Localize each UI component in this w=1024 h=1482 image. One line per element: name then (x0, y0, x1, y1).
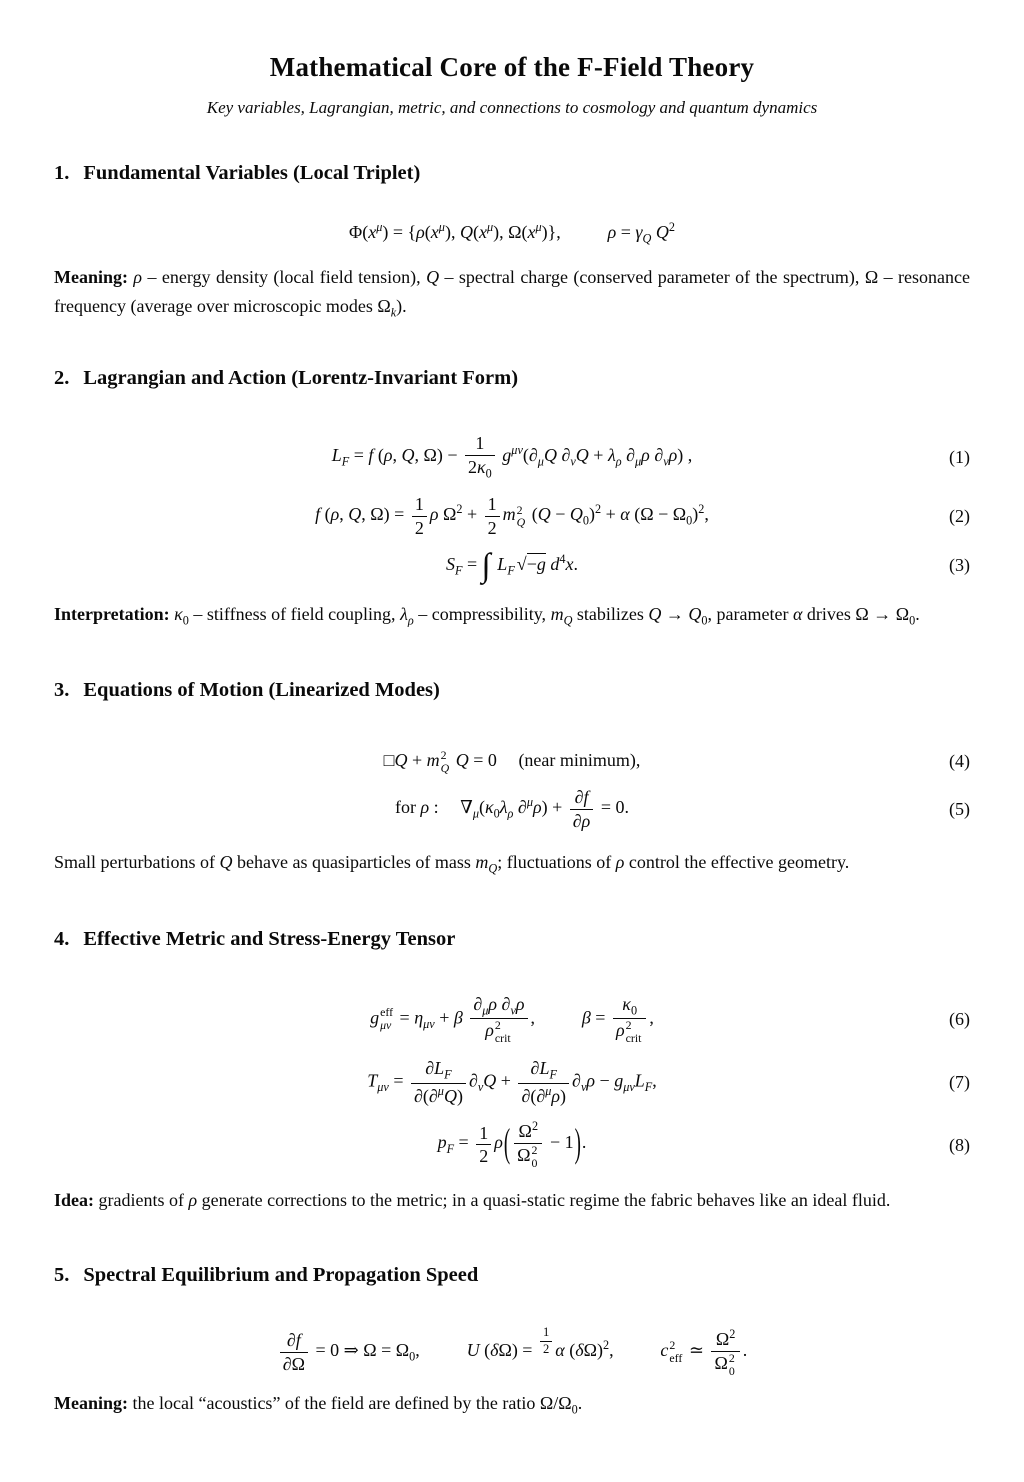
page-title: Mathematical Core of the F-Field Theory (269, 52, 755, 82)
equation-number-8: (8) (949, 1134, 970, 1155)
section-2-title: Lagrangian and Action (Lorentz-Invariant Form) (83, 367, 519, 390)
equation-number-6: (6) (949, 1008, 970, 1029)
paragraph-meaning-acoustics: Meaning: the local “acoustics” of the field are defined by the ratio $\Omega/\Omega_0$. (54, 1393, 583, 1417)
equation-body: g eff μν = $\eta_{\mu\nu} + \beta$ $\partial_\mu\rho$ $\partial_\nu\rho$ ρ 2 crit , β = $\kappa_0$ ρ 2 crit , (370, 993, 654, 1046)
section-3-title: Equations of Motion (Linearized Modes) (83, 678, 440, 701)
section-2-number: 2. (54, 367, 70, 390)
paragraph-idea: Idea: gradients of ρ generate corrections to the metric; in a quasi-static regime the fabric behaves like an ideal fluid. (54, 1189, 891, 1210)
section-lagrangian-action (54, 367, 970, 631)
section-5-heading (54, 1264, 970, 1287)
equation-body: $T_{\mu\nu}$ = $\frac{\partial L_F}{\partial(\partial^\mu Q)}$ $\partial_\nu Q$ + $\frac{\partial L_F}{\partial(\partial^\mu\rho)}$ $\partial_\nu\rho - g_{\mu\nu}L_F$, (367, 1058, 657, 1106)
section-5-number: 5. (54, 1264, 70, 1287)
paragraph-quasiparticles-note: Small perturbations of Q behave as quasiparticles of mass $m_Q$; fluctuations of ρ control the effective geometry. (54, 852, 850, 876)
section-equations-of-motion (54, 679, 970, 880)
equation-body: $p_F$ = $\frac{1}{2}$ ρ( $\Omega^2$ Ω 2 0 − 1). (437, 1119, 587, 1170)
section-1-heading (54, 162, 970, 185)
equation-local-triplet (54, 219, 970, 247)
section-effective-metric (54, 928, 970, 1215)
section-2-heading (54, 367, 970, 390)
equation-number-2: (2) (949, 506, 970, 527)
section-3-number: 3. (54, 678, 70, 701)
paragraph-interpretation: Interpretation: $\kappa_0$ – stiffness of field coupling, $\lambda_\rho$ – compressibility, $m_Q$ stabilizes $Q \to Q_0$, parameter α drives $\Omega \to \Omega_0$. (54, 603, 920, 628)
section-1-number: 1. (54, 162, 70, 184)
equation-spectral-equilibrium (54, 1325, 970, 1377)
equation-pressure (54, 1119, 970, 1169)
equation-body: f (ρ, Q, Ω) = $\frac{1}{2}$ ρ $\Omega^2$ + $\frac{1}{2}$ m 2 Q $(Q - Q_0)^2 + \alpha$ $(\Omega - \Omega_0)^2$, (315, 494, 709, 538)
section-1-title: Fundamental Variables (Local Triplet) (83, 162, 421, 184)
equation-number-5: (5) (949, 799, 970, 820)
equation-number-4: (4) (949, 750, 970, 771)
section-4-title: Effective Metric and Stress-Energy Tensor (83, 927, 456, 950)
page-subtitle: Key variables, Lagrangian, metric, and connections to cosmology and quantum dynamics (206, 98, 818, 117)
equation-lagrangian (54, 432, 970, 481)
equation-action (54, 547, 970, 585)
section-3-heading (54, 679, 970, 702)
section-fundamental-variables (54, 162, 970, 323)
section-spectral-equilibrium (54, 1264, 970, 1420)
equation-body: for ρ : $\nabla_\mu(\kappa_0\lambda_\rho$ ∂$^\mu$ρ) + $\frac{\partial f}{\partial\rho}$ = 0. (395, 787, 629, 831)
equation-rho-motion (54, 786, 970, 832)
equation-potential-f (54, 493, 970, 539)
equation-stress-energy (54, 1057, 970, 1107)
equation-effective-metric (54, 993, 970, 1046)
section-4-number: 4. (54, 927, 70, 950)
equation-body: □Q + m 2 Q Q = 0 (near minimum), (383, 747, 641, 775)
equation-number-3: (3) (949, 555, 970, 576)
section-5-title: Spectral Equilibrium and Propagation Speed (83, 1264, 479, 1287)
equation-klein-gordon (54, 748, 970, 775)
section-4-heading (54, 928, 970, 951)
equation-body: $\frac{\partial f}{\partial\Omega}$ = 0 ⇒ $\Omega = \Omega_0$, U (δΩ) = $\frac{1}{2}$ α $(\delta\Omega)^2$, c 2 eff ≃ $\Omega^2$ Ω 2 0 . (277, 1325, 748, 1377)
equation-number-1: (1) (949, 446, 970, 467)
equation-body: $\Phi(x^\mu) = \{\rho(x^\mu)$, $Q(x^\mu)$, $\Omega(x^\mu)$}, $\rho = \gamma_Q$ $Q^2$ (349, 220, 675, 246)
equation-body: $S_F$ = ∫ $L_F$ √−g $d^4x$. (446, 547, 578, 585)
equation-body: $L_F = f$ (ρ, Q, Ω) − $\frac{1}{2\kappa_0}$ $g^{\mu\nu}(\partial_\mu Q$ $\partial_\nu Q + \lambda_\rho$ $\partial_\mu\rho$ $\partial_\nu\rho$) , (331, 433, 693, 481)
equation-number-7: (7) (949, 1072, 970, 1093)
paragraph-meaning-variables: Meaning: ρ – energy density (local field tension), Q – spectral charge (conserved parameter of the spectrum), Ω – resonance frequency (average over microscopic modes $\Omega_k$). (54, 267, 971, 320)
